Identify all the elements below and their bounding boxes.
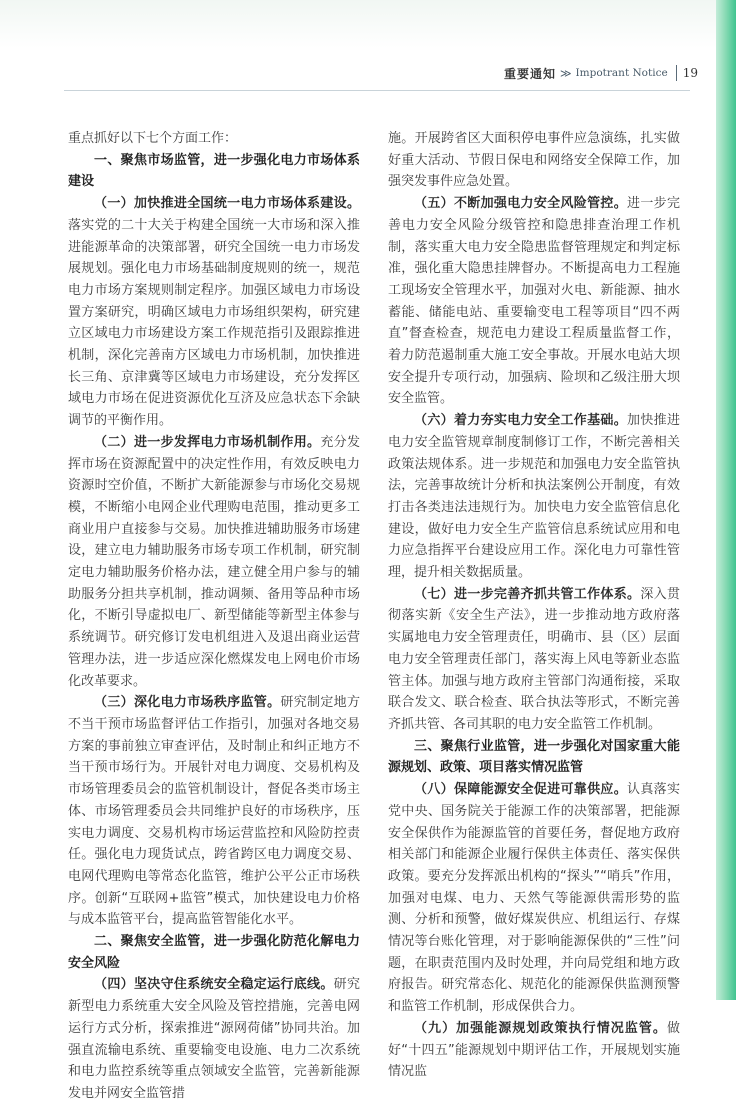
paragraph-5-body: 进一步完善电力安全风险分级管控和隐患排查治理工作机制，落实重大电力安全隐患监督管理规定和判定标准，强化重大隐患挂牌督办。不断提高电力工程施工现场安全管理水平，加强对火电、新能源、抽水蓄能、储能电站、重要输变电工程等项目“四不两直”督查检查，规范电力建设工程质量监督工作，着力防范遏制重大施工安全事故。开展水电站大坝安全提升专项行动，加强病、险坝和乙级注册大坝安全监管。 — [388, 196, 680, 407]
subheading-1: （一）加快推进全国统一电力市场体系建设。 — [94, 196, 360, 212]
section-heading-1: 一、聚焦市场监管，进一步强化电力市场体系建设 — [68, 152, 360, 190]
paragraph-4 — [68, 974, 360, 1104]
paragraph-9-body: 做好“十四五”能源规划中期评估工作，开展规划实施情况监 — [388, 1020, 680, 1080]
intro-paragraph: 重点抓好以下七个方面工作： — [68, 131, 238, 146]
subheading-7: （七）进一步完善齐抓共管工作体系。 — [414, 586, 641, 602]
paragraph-1-body: 落实党的二十大关于构建全国统一大市场和深入推进能源革命的决策部署，研究全国统一电力市场发展规划。强化电力市场基础制度规则的统一，规范电力市场方案规则制定程序。加强区域电力市场设置方案研究，明确区域电力市场组织架构，研究建立区域电力市场建设方案工作规范指引及跟踪推进机制，深化完善南方区域电力市场机制，加快推进长三角、京津冀等区域电力市场建设，充分发挥区域电力市场在促进资源优化互济及应急状态下余缺调节的平衡作用。 — [68, 217, 360, 429]
paragraph-2-body: 充分发挥市场在资源配置中的决定性作用，有效反映电力资源时空价值，不断扩大新能源参与市场化交易规模，不断缩小电网企业代理购电范围，推动更多工商业用户直接参与交易。加快推进辅助服务市场建设，建立电力辅助服务市场专项工作机制，研究制定电力辅助服务价格办法，建立健全用户参与的辅助服务分担共享机制，推动调频、备用等品种市场化，不断引导虚拟电厂、新型储能等新型主体参与系统调节。研究修订发电机组进入及退出商业运营管理办法，进一步适应深化燃煤发电上网电价市场化改革要求。 — [68, 434, 360, 689]
paragraph-3-body: 研究制定地方不当干预市场监督评估工作指引，加强对各地交易方案的事前独立审查评估，及时制止和纠正地方不当干预市场行为。开展针对电力调度、交易机构及市场管理委员会的监管机制设计，督促各类市场主体、市场管理委员会共同维护良好的市场秩序，压实电力调度、交易机构市场运营监控和风险防控责任。强化电力现货试点，跨省跨区电力调度交易、电网代理购电等常态化监管，维护公平公正市场秩序。创新“互联网+监管”模式，加快建设电力价格与成本监管平台，提高监管智能化水平。 — [68, 695, 360, 928]
subheading-9: （九）加强能源规划政策执行情况监管。 — [414, 1020, 667, 1036]
paragraph-3 — [68, 692, 360, 931]
paragraph-2 — [68, 432, 360, 692]
paragraph-4-body: 研究新型电力系统重大安全风险及管控措施，完善电网运行方式分析，探索推进“源网荷储”协同共治。加强直流输电系统、重要输变电设施、电力二次系统和电力监控系统等重点领域安全监管，完善新能源发电并网安全监管措 — [68, 977, 360, 1101]
paragraph-7-body: 深入贯彻落实新《安全生产法》，进一步推动地方政府落实属地电力安全管理责任，明确市、县（区）层面电力安全管理责任部门，落实海上风电等新业态监管主体。加强与地方政府主管部门沟通衔接，采取联合发文、联合检查、联合执法等形式，不断完善齐抓共管、各司其职的电力安全监管工作机制。 — [388, 586, 680, 732]
left-column — [68, 128, 360, 1105]
double-chevron-icon: ≫ — [560, 66, 572, 80]
header-background-band — [0, 0, 736, 48]
paragraph-6-body: 加快推进电力安全监管规章制度制修订工作，不断完善相关政策法规体系。进一步规范和加强电力安全监管执法，完善事故统计分析和执法案例公开制度，有效打击各类违法违规行为。加快电力安全监管信息化建设，做好电力安全生产监管信息系统试应用和电力应急指挥平台建设应用工作。深化电力可靠性管理，提升相关数据质量。 — [388, 413, 680, 581]
paragraph-4-continued: 施。开展跨省区大面积停电事件应急演练，扎实做好重大活动、节假日保电和网络安全保障工作，加强突发事件应急处置。 — [388, 131, 680, 190]
paragraph-1 — [68, 193, 360, 432]
paragraph-8-body: 认真落实党中央、国务院关于能源工作的决策部署，把能源安全保供作为能源监管的首要任务，督促地方政府相关部门和能源企业履行保供主体责任、落实保供政策。要充分发挥派出机构的“探头”“哨兵”作用，加强对电煤、电力、天然气等能源供需形势的监测、分析和预警，做好煤炭供应、机组运行、存煤情况等台账化管理，对于影响能源保供的“三性”问题，在职责范围内及时处理，并向局党组和地方政府报告。研究常态化、规范化的能源保供监测预警和监管工作机制，形成保供合力。 — [388, 782, 680, 1015]
paragraph-9 — [388, 1018, 680, 1083]
subheading-2: （二）进一步发挥电力市场机制作用。 — [94, 434, 321, 450]
subheading-4: （四）坚决守住系统安全稳定运行底线。 — [94, 977, 334, 993]
subheading-8: （八）保障能源安全促进可靠供应。 — [414, 782, 628, 798]
page-header — [504, 64, 704, 82]
side-accent-stripe — [716, 0, 736, 1000]
subheading-3: （三）深化电力市场秩序监管。 — [94, 695, 281, 711]
section-heading-2: 二、聚焦安全监管，进一步强化防范化解电力安全风险 — [68, 934, 360, 971]
section-heading-3: 三、聚焦行业监管，进一步强化对国家重大能源规划、政策、项目落实情况监管 — [388, 738, 680, 776]
paragraph-5 — [388, 193, 680, 410]
right-column — [388, 128, 680, 1083]
subheading-5: （五）不断加强电力安全风险管控。 — [414, 196, 628, 212]
section-title-en: Impotrant Notice — [575, 67, 668, 79]
paragraph-8 — [388, 779, 680, 1018]
section-title: 重要通知 — [504, 66, 557, 81]
paragraph-7 — [388, 584, 680, 736]
subheading-6: （六）着力夯实电力安全工作基础。 — [414, 413, 628, 429]
paragraph-6 — [388, 410, 680, 584]
header-divider — [676, 65, 677, 81]
page-number: 19 — [682, 66, 698, 80]
header-rule — [64, 90, 690, 91]
